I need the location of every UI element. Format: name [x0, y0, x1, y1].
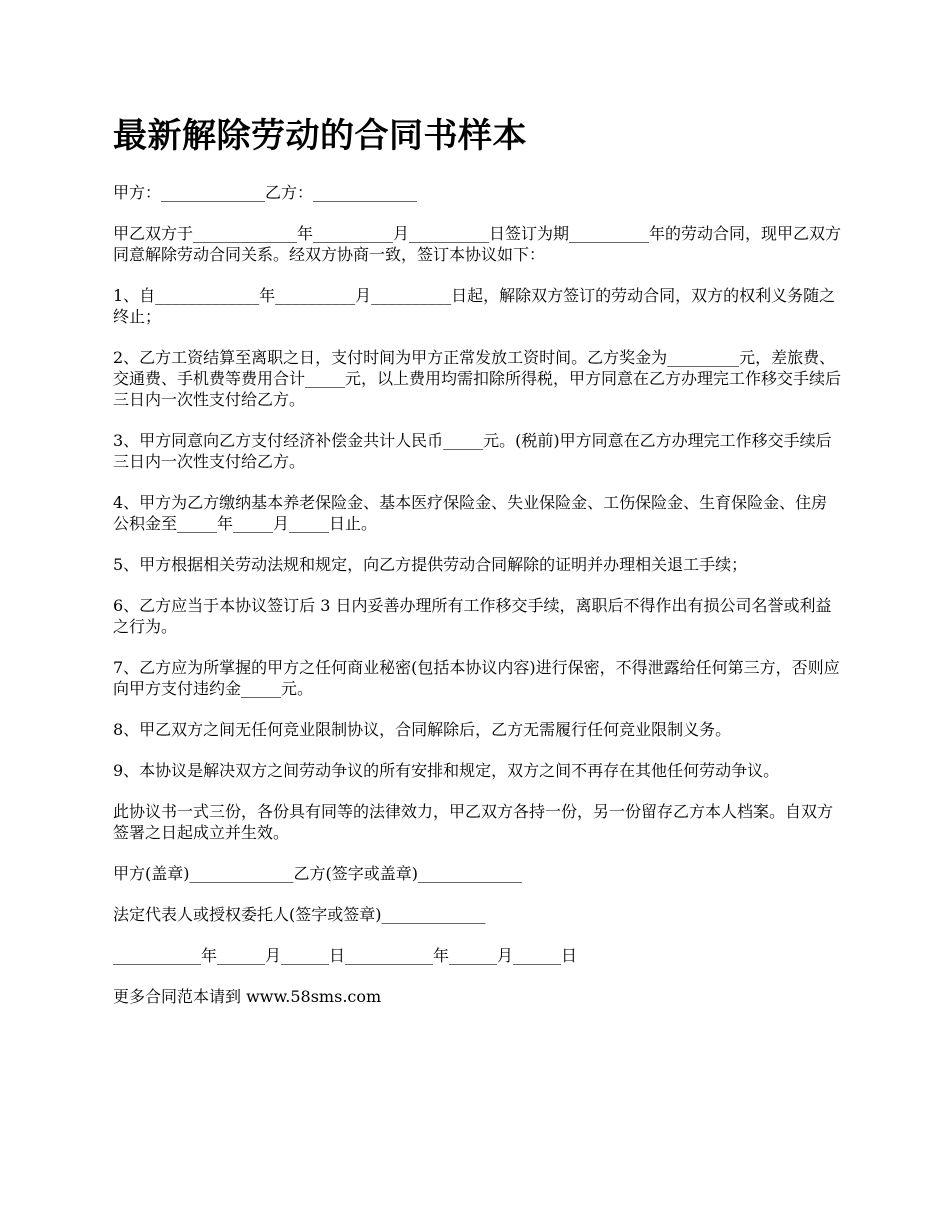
- intro-paragraph: 甲乙双方于_____________年__________月__________日签订为期__________年的劳动合同，现甲乙双方同意解除劳动合同关系。经双方协商一致，签订本协议如下：: [113, 224, 842, 264]
- parties-line: 甲方：_____________乙方：_____________: [113, 183, 418, 202]
- signature-dates-line: ___________年______月______日___________年______月______日: [113, 946, 578, 965]
- clause-2: 2、乙方工资结算至离职之日，支付时间为甲方正常发放工资时间。乙方奖金为_________元，差旅费、交通费、手机费等费用合计_____元，以上费用均需扣除所得税，甲方同意在乙方办理完工作移交手续后三日内一次性支付给乙方。: [113, 348, 842, 409]
- clause-7: 7、乙方应为所掌握的甲方之任何商业秘密(包括本协议内容)进行保密，不得泄露给任何第三方，否则应向甲方支付违约金_____元。: [113, 658, 840, 698]
- footer-link-text: 更多合同范本请到 www.58sms.com: [113, 987, 382, 1006]
- clause-3: 3、甲方同意向乙方支付经济补偿金共计人民币_____元。(税前)甲方同意在乙方办理完工作移交手续后三日内一次性支付给乙方。: [113, 431, 832, 471]
- clause-8: 8、甲乙双方之间无任何竞业限制协议，合同解除后，乙方无需履行任何竞业限制义务。: [113, 720, 732, 739]
- signature-parties-line: 甲方(盖章)_____________乙方(签字或盖章)_____________: [113, 864, 522, 883]
- signature-representative-line: 法定代表人或授权委托人(签字或签章)_____________: [113, 905, 486, 924]
- clause-5: 5、甲方根据相关劳动法规和规定，向乙方提供劳动合同解除的证明并办理相关退工手续；: [113, 555, 748, 574]
- clause-6: 6、乙方应当于本协议签订后 3 日内妥善办理所有工作移交手续，离职后不得作出有损公司名誉或利益之行为。: [113, 596, 832, 636]
- document-page: [113, 110, 843, 1027]
- closing-paragraph: 此协议书一式三份，各份具有同等的法律效力，甲乙双方各持一份，另一份留存乙方本人档案。自双方签署之日起成立并生效。: [113, 802, 834, 842]
- clause-4: 4、甲方为乙方缴纳基本养老保险金、基本医疗保险金、失业保险金、工伤保险金、生育保险金、住房公积金至_____年_____月_____日止。: [113, 493, 828, 533]
- document-title: 最新解除劳动的合同书样本: [113, 116, 527, 156]
- clause-9: 9、本协议是解决双方之间劳动争议的所有安排和规定，双方之间不再存在其他任何劳动争议。: [113, 761, 780, 780]
- clause-1: 1、自_____________年__________月__________日起，解除双方签订的劳动合同，双方的权利义务随之终止；: [113, 286, 836, 326]
